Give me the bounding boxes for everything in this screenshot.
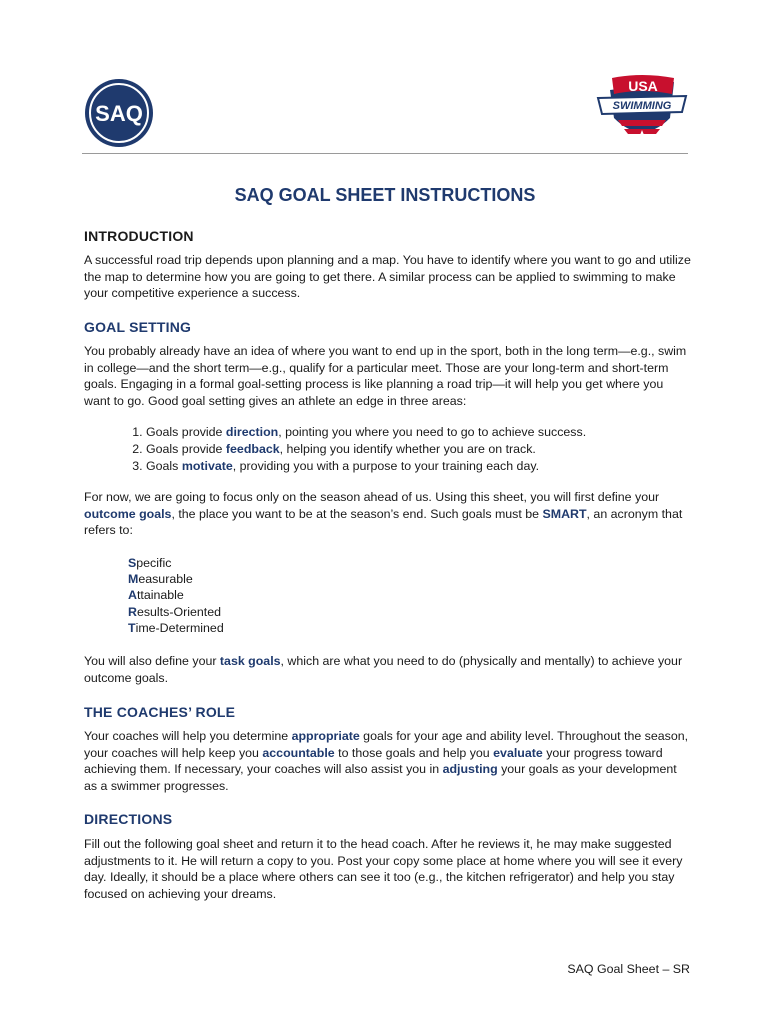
smart-item: Results-Oriented — [128, 604, 221, 619]
page-title: SAQ GOAL SHEET INSTRUCTIONS — [234, 185, 536, 205]
directions-text: Fill out the following goal sheet and return it to the head coach. After he reviews it, he may make suggested adjustments to it. He will return a copy to you. Post your copy some place at home where you will see it every day. Ideally, it should be a place where others can see it too (e.g., the kitchen refrigerator) and help you stay focused on achieving your dreams. — [84, 837, 683, 901]
smart-acronym-list — [128, 555, 224, 636]
introduction-heading: INTRODUCTION — [84, 228, 194, 244]
coaches-role-text: Your coaches will help you determine appropriate goals for your age and ability level. Throughout the season, your coaches will help keep you accountable to those goals and help you evaluate your progress toward achieving them. If necessary, your coaches will also assist you in adjusting your goals as your development as a swimmer progresses. — [84, 729, 689, 793]
introduction-text: A successful road trip depends upon planning and a map. You have to identify where you want to go and utilize the map to determine how you are going to get there. A similar process can be applied to swimming to make your competitive experience a success. — [84, 253, 691, 300]
list-item: 1. Goals provide direction, pointing you where you need to go to achieve success. — [146, 424, 586, 441]
page-footer: SAQ Goal Sheet – SR — [567, 962, 690, 976]
list-item: 3. Goals motivate, providing you with a purpose to your training each day. — [146, 458, 586, 475]
svg-text:SWIMMING: SWIMMING — [612, 100, 672, 112]
list-item: 2. Goals provide feedback, helping you identify whether you are on track. — [146, 441, 586, 458]
coaches-role-heading: THE COACHES’ ROLE — [84, 704, 236, 720]
svg-text:SAQ: SAQ — [95, 101, 143, 126]
smart-item: Measurable — [128, 572, 193, 587]
task-goals-paragraph: You will also define your task goals, which are what you need to do (physically and mentally) to achieve your outcome goals. — [84, 654, 683, 685]
usa-swimming-logo — [596, 74, 688, 148]
svg-text:USA: USA — [628, 78, 658, 94]
saq-logo — [84, 78, 154, 148]
focus-paragraph: For now, we are going to focus only on the season ahead of us. Using this sheet, you will first define your outcome goals, the place you want to be at the season’s end. Such goals must be SMART, an acronym that refers to: — [84, 490, 683, 537]
smart-item: Time-Determined — [128, 620, 224, 635]
goal-setting-heading: GOAL SETTING — [84, 319, 192, 335]
header-divider — [82, 153, 688, 154]
goal-setting-text: You probably already have an idea of where you want to end up in the sport, both in the long term—e.g., swim in college—and the short term—e.g., qualify for a particular meet. Those are your long-term and short-term goals. Engaging in a formal goal-setting process is like planning a road trip—it will help you get where you want to go. Good goal setting gives an athlete an edge in three areas: — [84, 344, 687, 408]
smart-item: Attainable — [128, 588, 184, 603]
smart-item: Specific — [128, 556, 172, 570]
directions-heading: DIRECTIONS — [84, 811, 173, 827]
goals-list — [110, 424, 586, 474]
